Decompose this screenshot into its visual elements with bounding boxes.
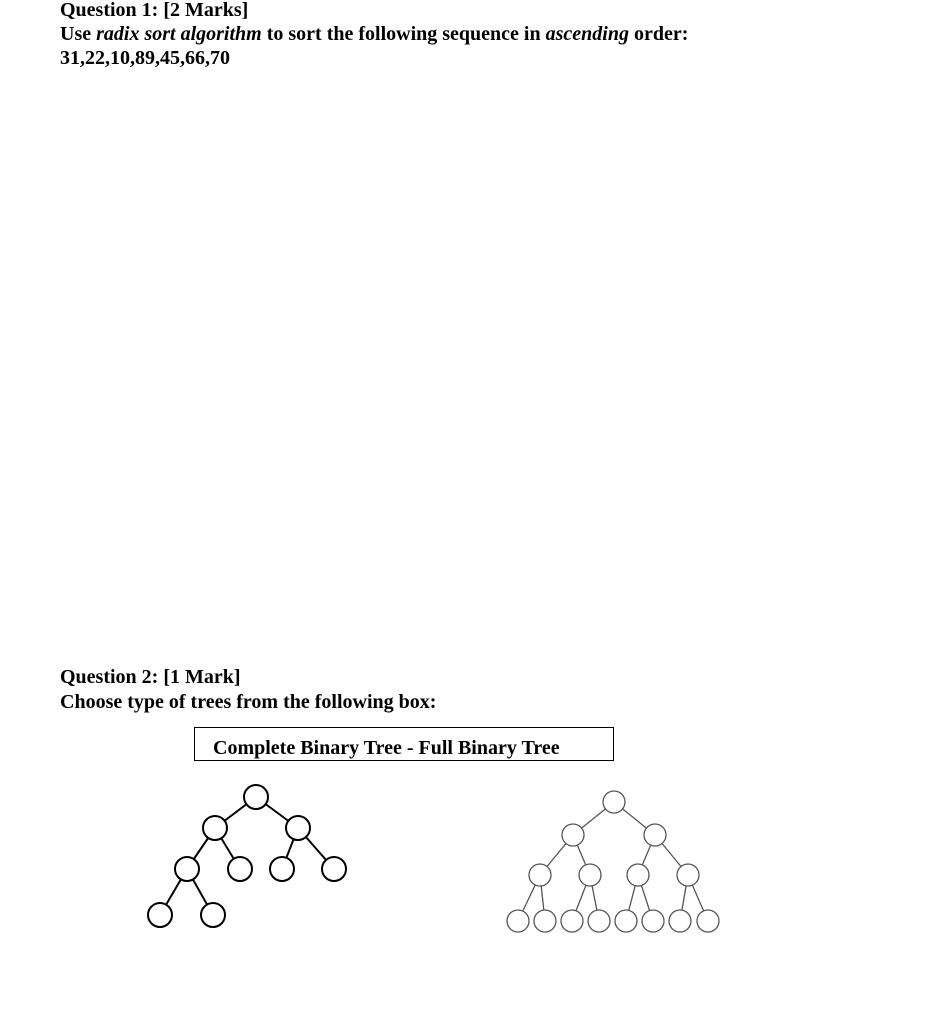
radix-sort-term: radix sort algorithm xyxy=(96,23,262,45)
choice-options: Complete Binary Tree - Full Binary Tree xyxy=(213,737,560,759)
tree-node xyxy=(286,816,310,840)
tree-node xyxy=(677,864,699,886)
instruction-text-middle: to sort the following sequence in xyxy=(261,23,546,45)
tree-node xyxy=(529,864,551,886)
question-1-title: Question 1: [2 Marks] xyxy=(60,0,249,21)
tree-node xyxy=(588,910,610,932)
question-1-instructions xyxy=(60,22,688,46)
tree-node xyxy=(244,785,268,809)
tree-node xyxy=(322,857,346,881)
complete-binary-tree-diagram xyxy=(140,775,360,935)
tree-node xyxy=(562,824,584,846)
tree-node xyxy=(203,816,227,840)
tree-node xyxy=(534,910,556,932)
number-sequence: 31,22,10,89,45,66,70 xyxy=(60,47,230,69)
tree-node xyxy=(697,910,719,932)
tree-node xyxy=(669,910,691,932)
tree-node xyxy=(603,791,625,813)
question-2-title: Question 2: [1 Mark] xyxy=(60,666,241,688)
tree-node xyxy=(644,824,666,846)
tree-node xyxy=(642,910,664,932)
ascending-term: ascending xyxy=(545,23,629,45)
full-binary-tree-diagram xyxy=(500,785,730,935)
instruction-text-end: order: xyxy=(628,23,689,45)
question-2-instructions: Choose type of trees from the following box: xyxy=(60,691,437,713)
tree-node xyxy=(270,857,294,881)
tree-node xyxy=(175,857,199,881)
tree-node xyxy=(507,910,529,932)
tree-node xyxy=(148,903,172,927)
tree-node xyxy=(627,864,649,886)
instruction-text-start: Use xyxy=(60,23,97,45)
tree-node xyxy=(615,910,637,932)
tree-node xyxy=(561,910,583,932)
tree-node xyxy=(228,857,252,881)
tree-node xyxy=(201,903,225,927)
tree-node xyxy=(579,864,601,886)
choice-box xyxy=(194,727,614,761)
